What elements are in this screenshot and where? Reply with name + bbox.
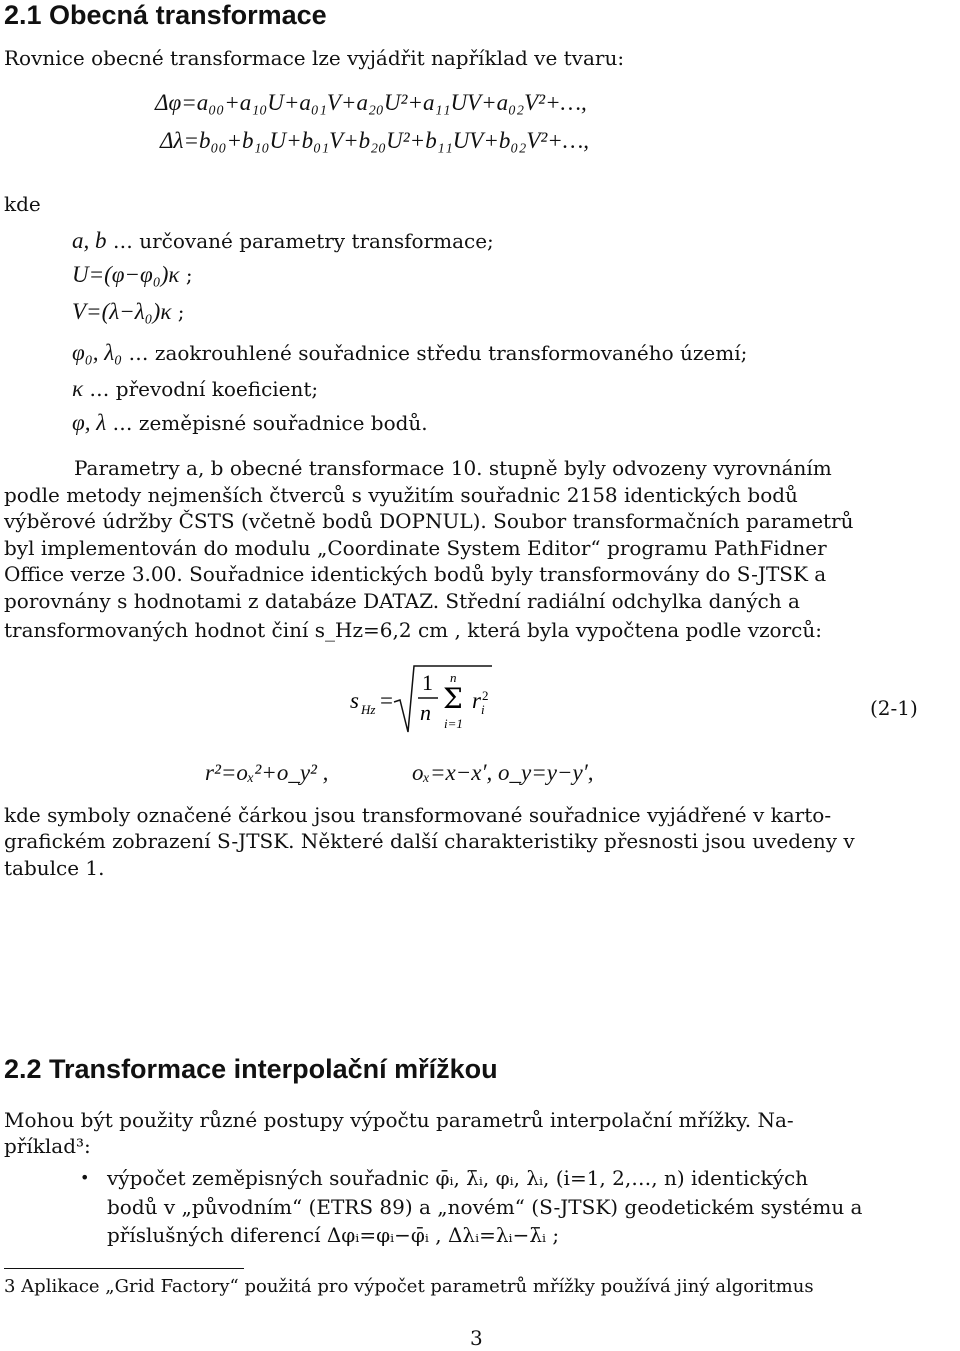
section2-intro-line: Mohou být použity různé postupy výpočtu parametrů interpolační mřížky. Na-: [4, 1108, 794, 1132]
bullet-line: bodů v „původním“ (ETRS 89) a „novém“ (S-JTSK) geodetickém systému a: [107, 1195, 863, 1219]
after-line: grafickém zobrazení S-JTSK. Některé další charakteristiky přesnosti jsou uvedeny v: [4, 829, 855, 853]
svg-text:i=1: i=1: [444, 716, 463, 731]
definition-symbol: a, b: [72, 228, 107, 253]
paragraph-line: podle metody nejmenších čtverců s využitím souřadnic 2158 identických bodů: [4, 483, 798, 507]
definition-text: … určované parametry transformace;: [112, 229, 494, 253]
definition-symbol: U=(φ−φ₀)κ: [72, 262, 180, 287]
formula-o: oₓ=x−x′, o_y=y−y′,: [412, 760, 594, 785]
svg-text:2: 2: [482, 688, 489, 703]
paragraph-line: Office verze 3.00. Souřadnice identických bodů byly transformovány do S-JTSK a: [4, 562, 827, 586]
after-line: tabulce 1.: [4, 856, 105, 880]
definition-symbol: φ₀, λ₀: [72, 340, 123, 365]
definition-item: [72, 376, 318, 402]
definition-text: … zeměpisné souřadnice bodů.: [112, 411, 428, 435]
kde-label: kde: [4, 192, 41, 216]
definition-text: … zaokrouhlené souřadnice středu transformovaného území;: [128, 341, 748, 365]
equation-dlambda: Δλ=b₀₀+b₁₀U+b₀₁V+b₂₀U²+b₁₁UV+b₀₂V²+…,: [160, 128, 590, 153]
svg-text:n: n: [420, 700, 431, 725]
bullet-icon: •: [80, 1168, 90, 1187]
paragraph-line: transformovaných hodnot činí s_Hz=6,2 cm , která byla vypočtena podle vzorců:: [4, 618, 822, 642]
definition-item: [72, 299, 184, 325]
paragraph-line: byl implementován do modulu „Coordinate System Editor“ programu PathFidner: [4, 536, 827, 560]
section-title-2-2: 2.2 Transformace interpolační mřížkou: [4, 1054, 498, 1084]
definition-text: ;: [177, 300, 185, 324]
page-number: 3: [470, 1326, 483, 1350]
definition-item: [72, 410, 428, 436]
svg-text:i: i: [481, 702, 485, 717]
paragraph-line: porovnány s hodnotami z databáze DATAZ. Střední radiální odchylka daných a: [4, 589, 800, 613]
bullet-line: příslušných diferencí Δφᵢ=φᵢ−φ̄ᵢ , Δλᵢ=λᵢ−λ̄ᵢ ;: [107, 1223, 560, 1247]
sqrt-formula-svg: [350, 660, 510, 740]
paragraph-line: výběrové údržby ČSTS (včetně bodů DOPNUL). Soubor transformačních parametrů: [4, 509, 854, 533]
definition-symbol: V=(λ−λ₀)κ: [72, 299, 172, 324]
definition-item: [72, 228, 494, 254]
footnote-separator: [4, 1268, 244, 1269]
bullet-line: výpočet zeměpisných souřadnic φ̄ᵢ, λ̄ᵢ, φᵢ, λᵢ, (i=1, 2,…, n) identických: [107, 1166, 809, 1190]
svg-text:1: 1: [422, 670, 433, 695]
definition-text: ;: [185, 263, 193, 287]
formula-label: (2-1): [870, 696, 918, 720]
definition-text: … převodní koeficient;: [89, 377, 319, 401]
svg-text:r: r: [472, 688, 481, 713]
section2-intro-line: příklad³:: [4, 1134, 91, 1158]
section-title-2-1: 2.1 Obecná transformace: [4, 0, 327, 30]
paragraph-line: Parametry a, b obecné transformace 10. stupně byly odvozeny vyrovnáním: [74, 456, 832, 480]
formula-sqrt: [350, 660, 510, 740]
equation-dphi: Δφ=a₀₀+a₁₀U+a₀₁V+a₂₀U²+a₁₁UV+a₀₂V²+…,: [155, 90, 587, 115]
intro-text: Rovnice obecné transformace lze vyjádřit například ve tvaru:: [4, 46, 625, 70]
definition-symbol: φ, λ: [72, 410, 107, 435]
after-line: kde symboly označené čárkou jsou transformované souřadnice vyjádřené v karto-: [4, 803, 832, 827]
svg-text:Hz: Hz: [361, 702, 376, 717]
definition-item: [72, 262, 193, 288]
svg-text:n: n: [450, 670, 457, 685]
formula-r: r²=oₓ²+o_y² ,: [205, 760, 329, 785]
definition-symbol: κ: [72, 376, 84, 401]
svg-text:=: =: [380, 688, 393, 713]
footnote: 3 Aplikace „Grid Factory“ použitá pro výpočet parametrů mřížky používá jiný algoritmus: [4, 1276, 814, 1297]
definition-item: [72, 340, 747, 366]
svg-text:Σ: Σ: [443, 682, 463, 715]
svg-text:s: s: [350, 688, 359, 713]
